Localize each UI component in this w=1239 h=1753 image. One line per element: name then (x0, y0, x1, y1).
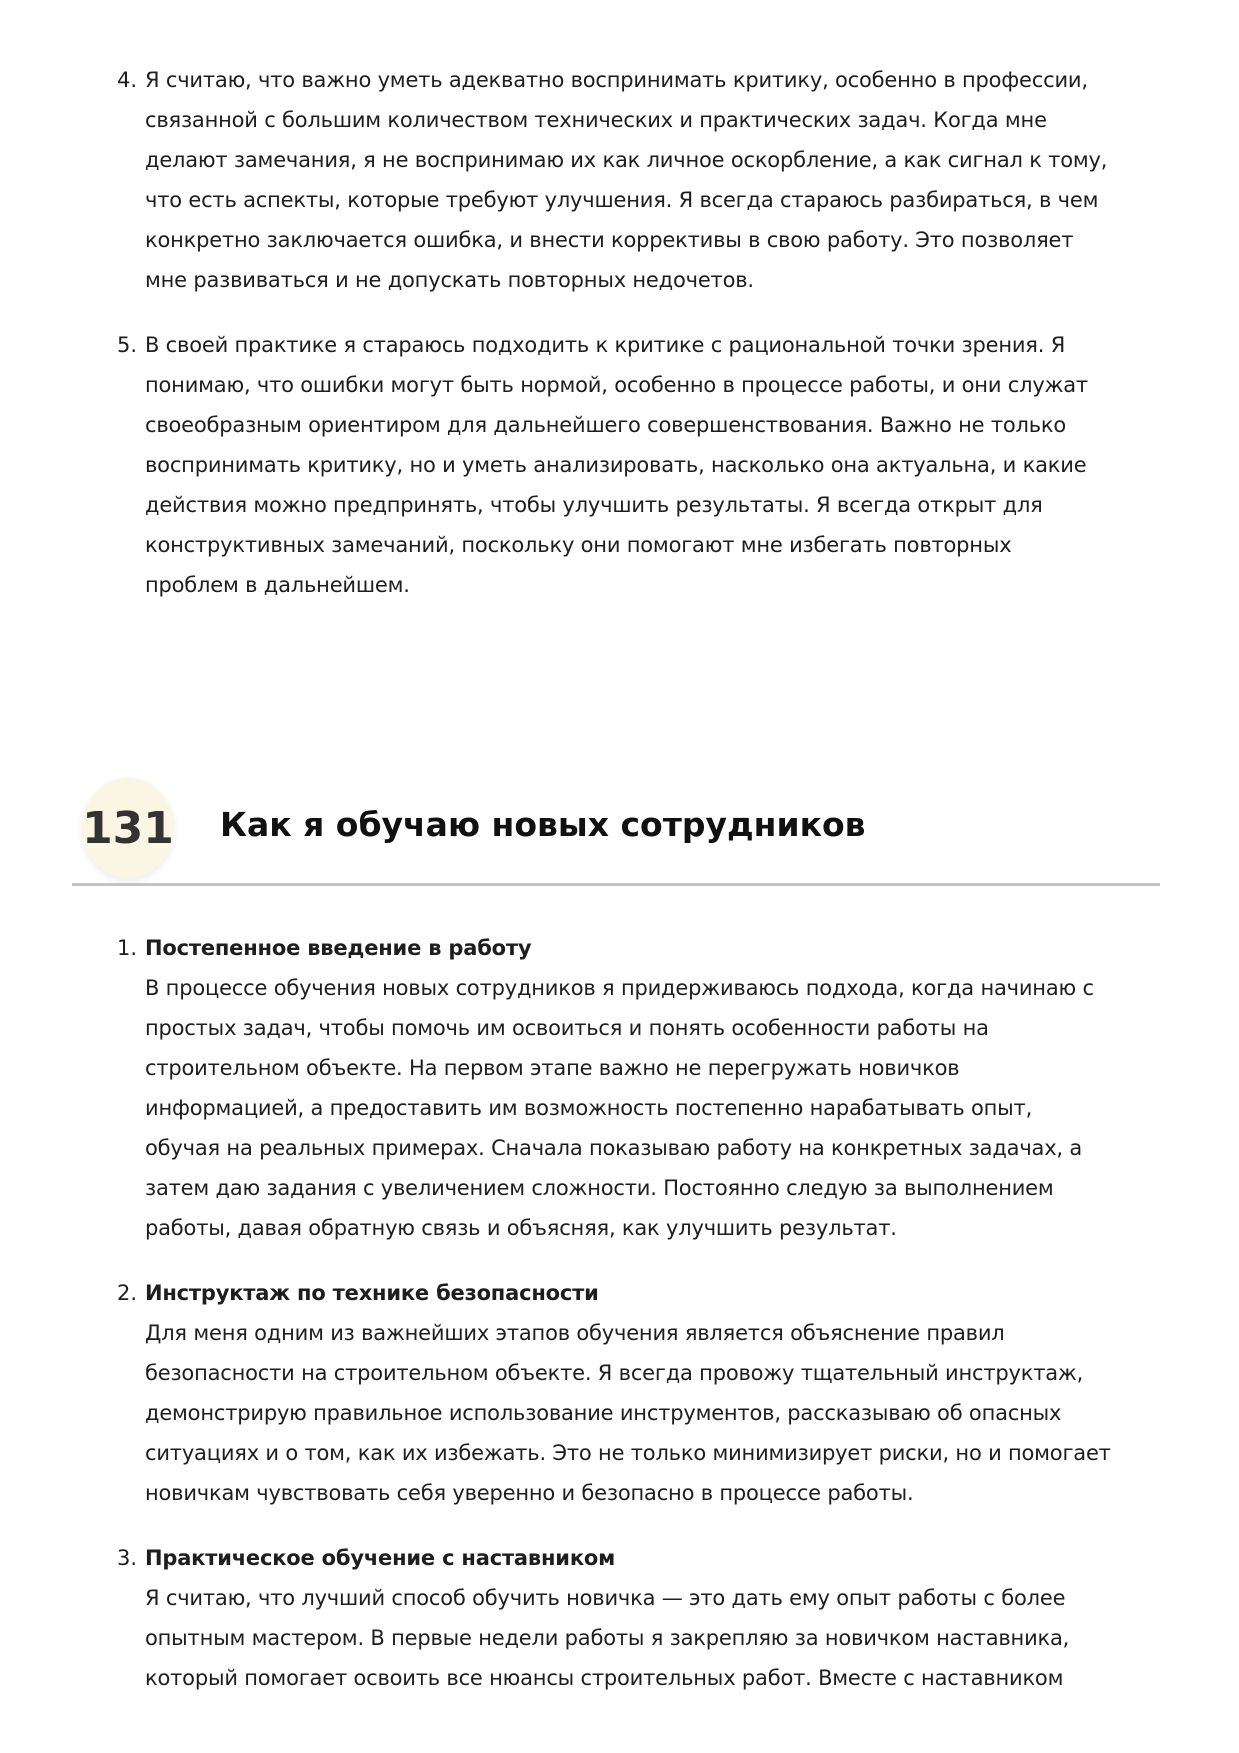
list-item-text-line: затем даю задания с увеличением сложности. Постоянно следую за выполнением (145, 1176, 1054, 1200)
list-item-title: Постепенное введение в работу (145, 936, 532, 960)
list-item-text-line: конструктивных замечаний, поскольку они помогают мне избегать повторных (145, 533, 1012, 557)
section-header (72, 775, 1160, 886)
list-item-text-line: что есть аспекты, которые требуют улучшения. Я всегда стараюсь разбираться, в чем (145, 188, 1099, 212)
list-item-text-line: понимаю, что ошибки могут быть нормой, особенно в процессе работы, и они служат (145, 373, 1088, 397)
list-item-number: 5. (117, 333, 138, 357)
list-item-text-line: Я считаю, что важно уметь адекватно воспринимать критику, особенно в профессии, (145, 68, 1088, 92)
list-item-number: 4. (117, 68, 138, 92)
list-item-text-line: ситуациях и о том, как их избежать. Это не только минимизирует риски, но и помогает (145, 1441, 1111, 1465)
list-item-text-line: информацией, а предоставить им возможность постепенно нарабатывать опыт, (145, 1096, 1033, 1120)
list-item (0, 928, 1239, 1248)
list-item-text-line: В процессе обучения новых сотрудников я придерживаюсь подхода, когда начинаю с (145, 976, 1094, 1000)
list-item-text-line: безопасности на строительном объекте. Я всегда провожу тщательный инструктаж, (145, 1361, 1084, 1385)
training-list (0, 928, 1239, 1723)
list-item-text-line: связанной с большим количеством технических и практических задач. Когда мне (145, 108, 1047, 132)
list-item-text-line: который помогает освоить все нюансы строительных работ. Вместе с наставником (145, 1666, 1064, 1690)
section-number-badge: 131 (82, 778, 174, 878)
list-item-text-line: работы, давая обратную связь и объясняя, как улучшить результат. (145, 1216, 897, 1240)
list-item-text-line: опытным мастером. В первые недели работы я закрепляю за новичком наставника, (145, 1626, 1070, 1650)
section-title: Как я обучаю новых сотрудников (220, 805, 866, 844)
list-item (0, 1538, 1239, 1698)
list-item (0, 325, 1239, 605)
list-item (0, 60, 1239, 300)
list-item-text-line: строительном объекте. На первом этапе важно не перегружать новичков (145, 1056, 960, 1080)
list-item-text-line: Я считаю, что лучший способ обучить новичка — это дать ему опыт работы с более (145, 1586, 1066, 1610)
list-item-text-line: действия можно предпринять, чтобы улучшить результаты. Я всегда открыт для (145, 493, 1043, 517)
list-item-text-line: Для меня одним из важнейших этапов обучения является объяснение правил (145, 1321, 1005, 1345)
list-item-text-line: воспринимать критику, но и уметь анализировать, насколько она актуальна, и какие (145, 453, 1087, 477)
list-item-text-line: демонстрирую правильное использование инструментов, рассказываю об опасных (145, 1401, 1062, 1425)
list-item-title: Практическое обучение с наставником (145, 1546, 616, 1570)
list-item-text-line: проблем в дальнейшем. (145, 573, 410, 597)
list-item-text-line: простых задач, чтобы помочь им освоиться и понять особенности работы на (145, 1016, 989, 1040)
list-item-title: Инструктаж по технике безопасности (145, 1281, 599, 1305)
list-item-text-line: своеобразным ориентиром для дальнейшего совершенствования. Важно не только (145, 413, 1067, 437)
list-item-number: 2. (117, 1281, 138, 1305)
list-item-number: 3. (117, 1546, 138, 1570)
previous-list (0, 60, 1239, 630)
list-item-text-line: конкретно заключается ошибка, и внести коррективы в свою работу. Это позволяет (145, 228, 1074, 252)
list-item-text-line: обучая на реальных примерах. Сначала показываю работу на конкретных задачах, а (145, 1136, 1083, 1160)
list-item-text-line: новичкам чувствовать себя уверенно и безопасно в процессе работы. (145, 1481, 914, 1505)
list-item (0, 1273, 1239, 1513)
list-item-text-line: В своей практике я стараюсь подходить к критике с рациональной точки зрения. Я (145, 333, 1066, 357)
list-item-number: 1. (117, 936, 138, 960)
list-item-text-line: делают замечания, я не воспринимаю их как личное оскорбление, а как сигнал к тому, (145, 148, 1108, 172)
list-item-text-line: мне развиваться и не допускать повторных недочетов. (145, 268, 754, 292)
